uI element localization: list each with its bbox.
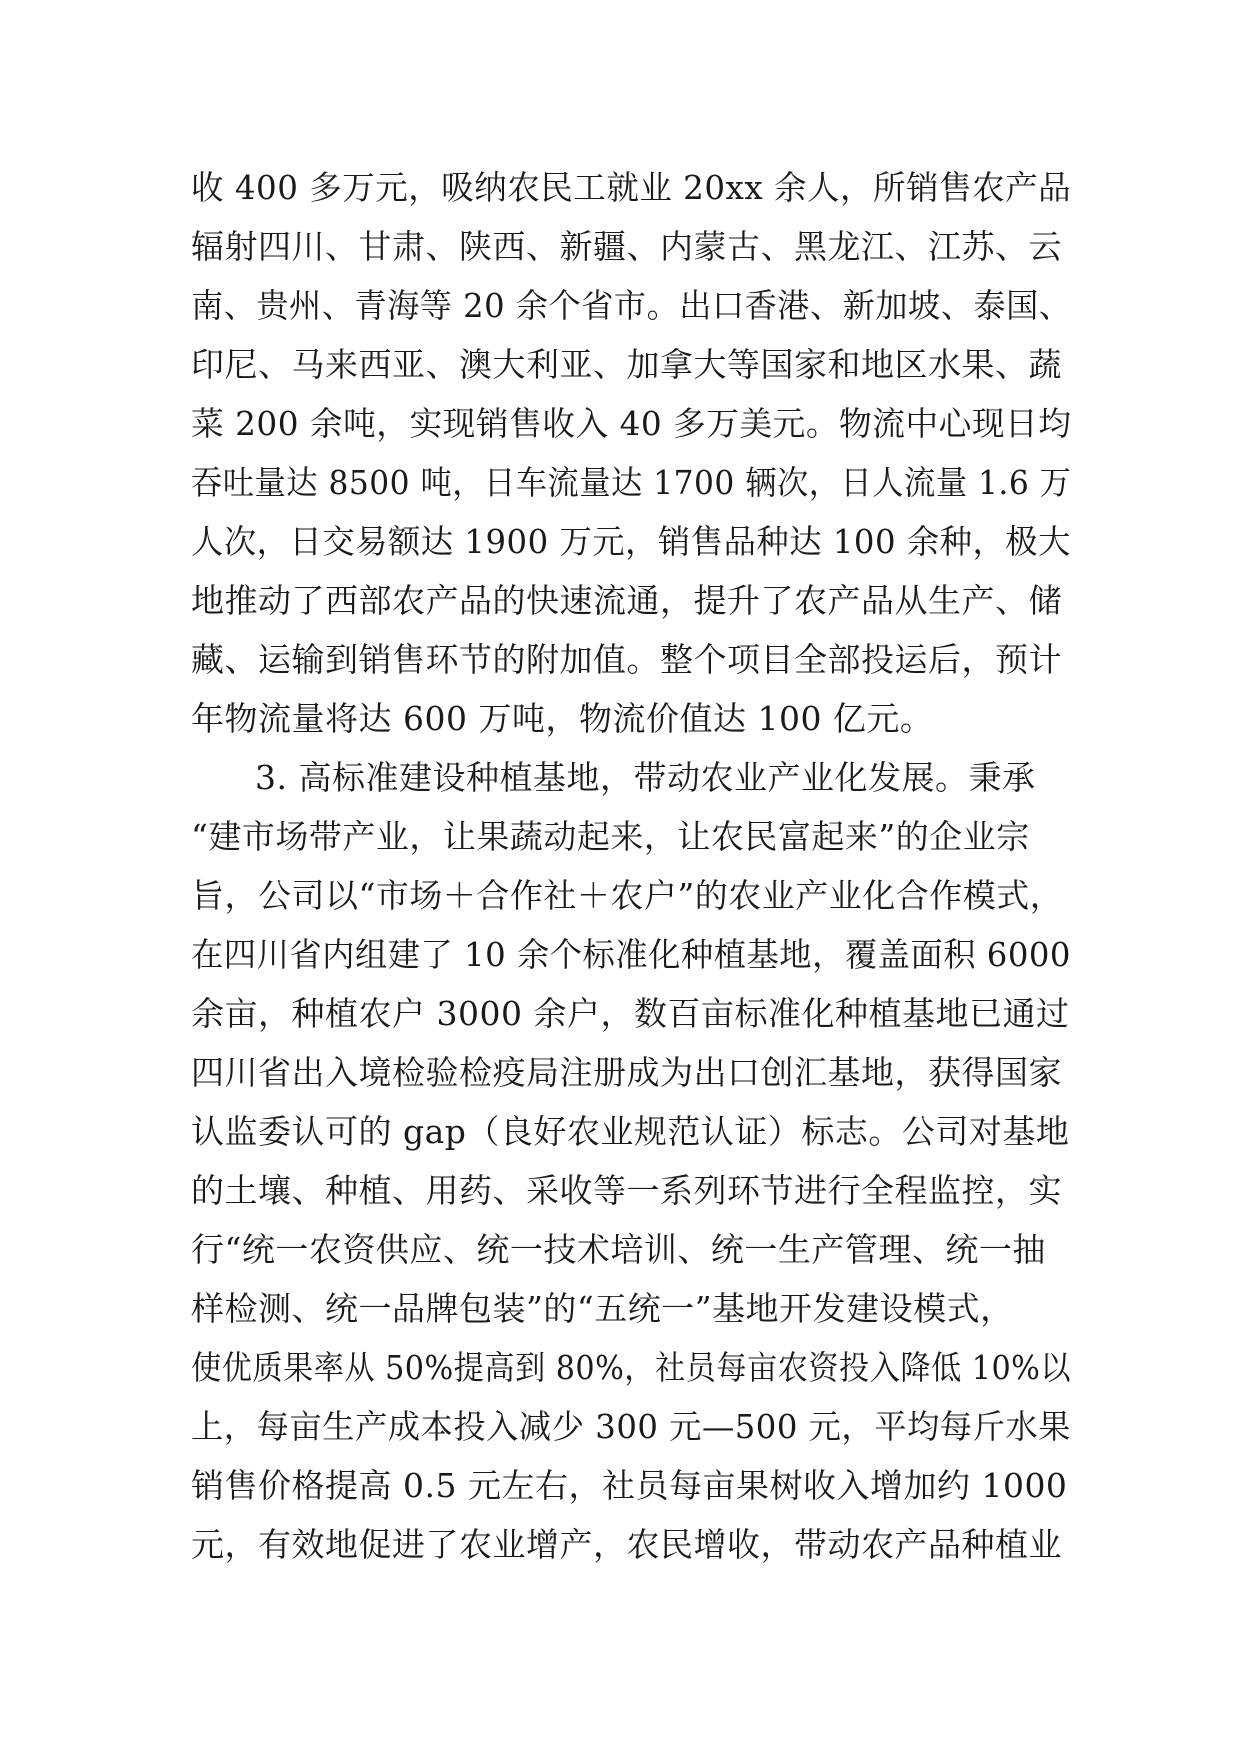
- text-line: 认监委认可的 gap（良好农业规范认证）标志。公司对基地: [191, 1112, 1070, 1151]
- text-line: “建市场带产业，让果蔬动起来，让农民富起来”的企业宗: [191, 817, 1030, 856]
- text-line: 菜 200 余吨，实现销售收入 40 多万美元。物流中心现日均: [191, 404, 1072, 443]
- text-line: 收 400 多万元，吸纳农民工就业 20xx 余人，所销售农产品: [191, 168, 1072, 207]
- text-line: 元，有效地促进了农业增产，农民增收，带动农产品种植业: [191, 1525, 1062, 1564]
- text-line: 行“统一农资供应、统一技术培训、统一生产管理、统一抽: [191, 1230, 1046, 1269]
- body-text: [191, 158, 1071, 1574]
- text-line: 南、贵州、青海等 20 余个省市。出口香港、新加坡、泰国、: [191, 286, 1072, 325]
- text-line: 余亩，种植农户 3000 余户，数百亩标准化种植基地已通过: [191, 994, 1070, 1033]
- text-line: 上，每亩生产成本投入减少 300 元—500 元，平均每斤水果: [191, 1407, 1071, 1446]
- text-line: 地推动了西部农产品的快速流通，提升了农产品从生产、储: [191, 581, 1062, 620]
- text-line: 藏、运输到销售环节的附加值。整个项目全部投运后，预计: [191, 640, 1062, 679]
- text-line: 印尼、马来西亚、澳大利亚、加拿大等国家和地区水果、蔬: [191, 345, 1062, 384]
- text-line: 辐射四川、甘肃、陕西、新疆、内蒙古、黑龙江、江苏、云: [191, 227, 1062, 266]
- text-line: 样检测、统一品牌包装”的“五统一”基地开发建设模式，: [191, 1289, 1014, 1328]
- text-line: 四川省出入境检验检疫局注册成为出口创汇基地，获得国家: [191, 1053, 1062, 1092]
- text-line: 人次，日交易额达 1900 万元，销售品种达 100 余种，极大: [191, 522, 1071, 561]
- section-heading-line: 3. 高标准建设种植基地，带动农业产业化发展。秉承: [255, 758, 1036, 797]
- text-line: 的土壤、种植、用药、采收等一系列环节进行全程监控，实: [191, 1171, 1062, 1210]
- text-line: 销售价格提高 0.5 元左右，社员每亩果树收入增加约 1000: [191, 1466, 1068, 1505]
- text-line: 年物流量将达 600 万吨，物流价值达 100 亿元。: [191, 699, 934, 738]
- text-line: 使优质果率从 50%提高到 80%，社员每亩农资投入降低 10%以: [191, 1348, 1072, 1387]
- text-line: 在四川省内组建了 10 余个标准化种植基地，覆盖面积 6000: [191, 935, 1071, 974]
- text-line: 吞吐量达 8500 吨，日车流量达 1700 辆次，日人流量 1.6 万: [191, 463, 1072, 502]
- text-line: 旨，公司以“市场＋合作社＋农户”的农业产业化合作模式，: [191, 876, 1064, 915]
